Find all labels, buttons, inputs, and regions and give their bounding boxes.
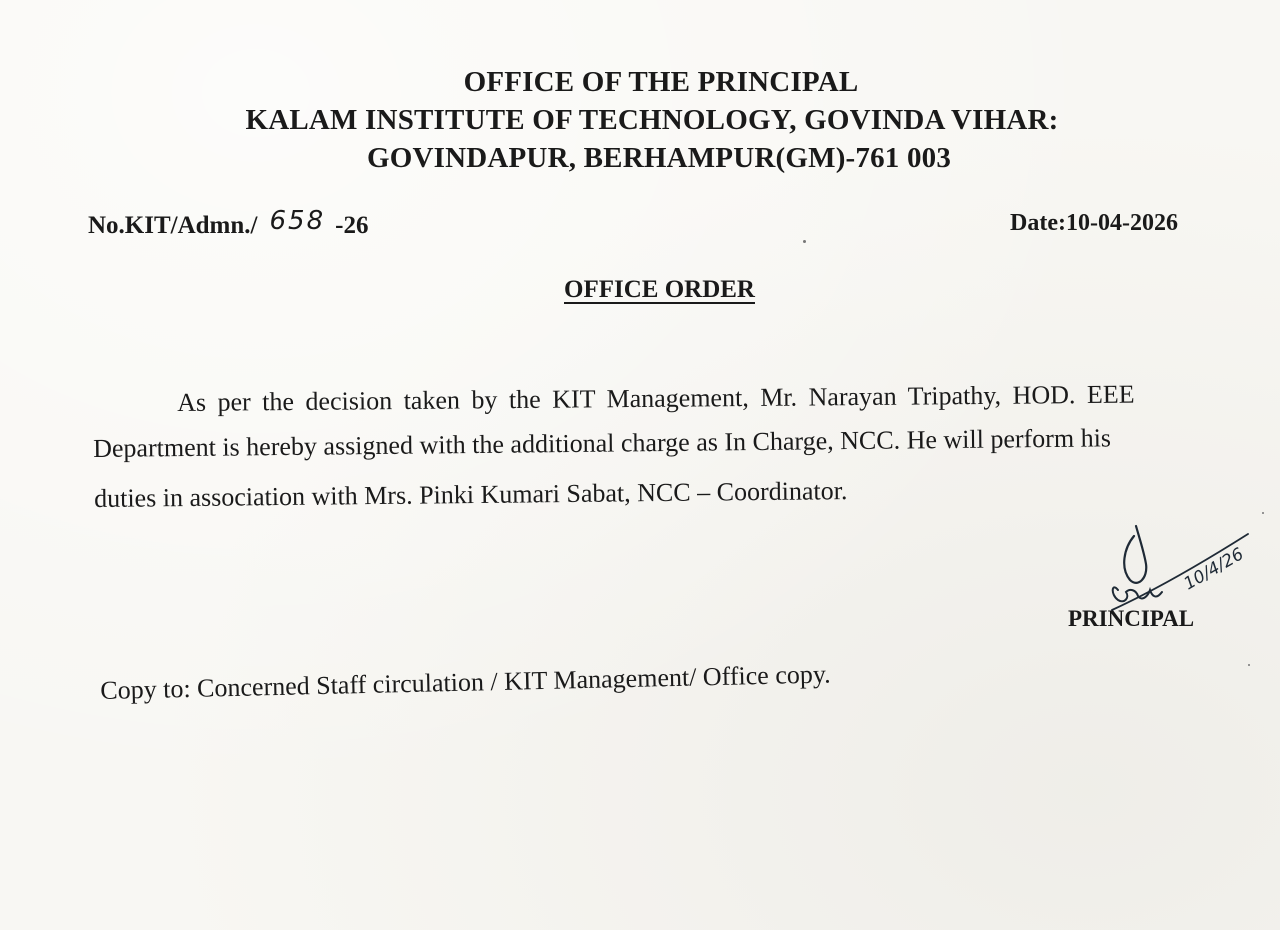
copy-to-line: Copy to: Concerned Staff circulation / KIT Management/ Office copy. (100, 659, 831, 705)
reference-suffix: -26 (335, 212, 369, 239)
header-address: GOVINDAPUR, BERHAMPUR(GM)-761 003 (366, 142, 952, 174)
reference-number (88, 206, 369, 240)
body-line-1: As per the decision taken by the KIT Management, Mr. Narayan Tripathy, HOD. EEE (177, 379, 1135, 417)
reference-handwritten-number: 658 (269, 206, 326, 236)
body-line-2: Department is hereby assigned with the additional charge as In Charge, NCC. He will perform his (93, 423, 1112, 463)
order-title: OFFICE ORDER (564, 276, 755, 303)
header-office-title: OFFICE OF THE PRINCIPAL (463, 66, 859, 98)
document-date: Date:10-04-2026 (1010, 210, 1178, 236)
principal-title: PRINCIPAL (1068, 606, 1195, 631)
paper-speck (803, 240, 806, 243)
reference-prefix: No.KIT/Admn./ (88, 212, 258, 239)
paper-speck (1262, 512, 1264, 514)
signature-handwritten-date: 10/4/26 (1180, 544, 1248, 595)
body-line-3: duties in association with Mrs. Pinki Kumari Sabat, NCC – Coordinator. (94, 476, 848, 513)
paper-speck (1248, 664, 1250, 666)
header-institute-name: KALAM INSTITUTE OF TECHNOLOGY, GOVINDA VIHAR: (245, 104, 1059, 136)
